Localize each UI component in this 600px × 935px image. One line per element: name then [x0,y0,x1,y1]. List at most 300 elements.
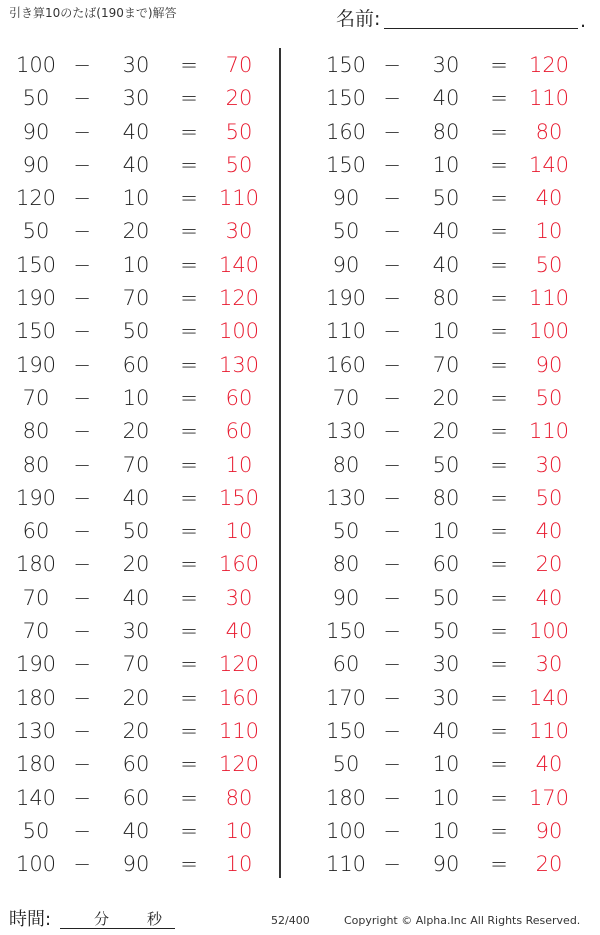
minus-sign: − [73,53,91,77]
answer: 30 [225,585,253,610]
name-field [336,4,586,30]
minuend: 150 [325,152,367,177]
problem-row [0,116,276,149]
problem-row [0,415,276,448]
minutes-label: 分 [94,910,110,928]
answer: 120 [218,652,260,677]
subtrahend: 40 [122,119,150,144]
answer: 50 [225,152,253,177]
answer: 40 [535,752,563,777]
answer: 80 [225,785,253,810]
subtrahend: 60 [432,552,460,577]
equals-sign: = [490,219,508,244]
answer: 160 [218,685,260,710]
problem-row [310,482,600,515]
minuend: 190 [325,286,367,311]
problem-row [310,149,600,182]
subtrahend: 30 [122,619,150,644]
equals-sign: = [180,352,198,377]
answer: 20 [535,552,563,577]
subtrahend: 70 [122,286,150,311]
answer: 10 [225,852,253,877]
problem-row [0,182,276,215]
problem-row [0,782,276,815]
equals-sign: = [180,119,198,144]
equals-sign: = [180,585,198,610]
problem-row [0,548,276,581]
minuend: 50 [332,752,360,777]
minuend: 70 [332,385,360,410]
subtrahend: 30 [432,652,460,677]
subtrahend: 10 [122,252,150,277]
minuend: 190 [15,352,57,377]
subtrahend: 50 [432,585,460,610]
problem-row [0,482,276,515]
minus-sign: − [73,785,91,810]
subtrahend: 90 [122,852,150,877]
time-label: 時間: [9,909,52,930]
subtrahend: 30 [432,685,460,710]
minuend: 160 [325,119,367,144]
minus-sign: − [73,752,91,777]
minuend: 70 [22,619,50,644]
subtrahend: 80 [432,119,460,144]
minus-sign: − [383,852,401,877]
subtrahend: 40 [122,485,150,510]
subtrahend: 30 [432,53,460,77]
minus-sign: − [73,452,91,477]
minus-sign: − [383,86,401,111]
minuend: 180 [15,685,57,710]
minuend: 90 [332,252,360,277]
equals-sign: = [180,519,198,544]
answer: 60 [225,419,253,444]
minuend: 130 [325,419,367,444]
subtrahend: 60 [122,785,150,810]
problem-row [0,582,276,615]
answer: 100 [528,619,570,644]
answer: 120 [218,286,260,311]
problem-row [0,82,276,115]
minus-sign: − [73,352,91,377]
problem-row [0,682,276,715]
answer: 100 [528,319,570,344]
answer: 140 [528,685,570,710]
minus-sign: − [383,352,401,377]
subtrahend: 40 [432,718,460,743]
minus-sign: − [383,485,401,510]
subtrahend: 20 [122,419,150,444]
answer: 140 [528,152,570,177]
minus-sign: − [73,219,91,244]
subtrahend: 80 [432,286,460,311]
minuend: 100 [15,852,57,877]
answer: 20 [535,852,563,877]
subtrahend: 10 [122,385,150,410]
answer: 90 [535,818,563,843]
equals-sign: = [180,552,198,577]
minus-sign: − [383,53,401,77]
equals-sign: = [490,818,508,843]
minuend: 60 [22,519,50,544]
equals-sign: = [490,585,508,610]
answer: 10 [225,452,253,477]
equals-sign: = [180,785,198,810]
equals-sign: = [180,652,198,677]
equals-sign: = [490,319,508,344]
problem-row [0,149,276,182]
minus-sign: − [73,652,91,677]
subtrahend: 80 [432,485,460,510]
minus-sign: − [383,818,401,843]
minuend: 110 [325,852,367,877]
equals-sign: = [490,385,508,410]
subtrahend: 20 [432,419,460,444]
equals-sign: = [490,785,508,810]
problem-row [310,315,600,348]
subtrahend: 50 [432,186,460,211]
equals-sign: = [490,119,508,144]
equals-sign: = [180,685,198,710]
problem-row [310,415,600,448]
subtrahend: 50 [122,319,150,344]
problem-row [0,382,276,415]
minuend: 180 [325,785,367,810]
answer: 40 [535,519,563,544]
subtrahend: 10 [432,752,460,777]
subtrahend: 20 [122,552,150,577]
equals-sign: = [490,552,508,577]
equals-sign: = [490,53,508,77]
minuend: 60 [332,652,360,677]
subtrahend: 20 [122,718,150,743]
answer: 100 [218,319,260,344]
problem-row [310,648,600,681]
problem-row [0,49,276,82]
subtrahend: 10 [122,186,150,211]
minus-sign: − [73,685,91,710]
problem-row [0,648,276,681]
answer: 140 [218,252,260,277]
minus-sign: − [73,852,91,877]
minus-sign: − [383,652,401,677]
equals-sign: = [490,352,508,377]
equals-sign: = [180,619,198,644]
problem-row [0,615,276,648]
minus-sign: − [73,119,91,144]
minuend: 150 [325,53,367,77]
minuend: 160 [325,352,367,377]
answer: 30 [535,452,563,477]
problem-row [0,815,276,848]
minus-sign: − [73,385,91,410]
equals-sign: = [180,319,198,344]
problem-row [310,515,600,548]
equals-sign: = [490,419,508,444]
minuend: 170 [325,685,367,710]
answer: 10 [535,219,563,244]
minus-sign: − [383,319,401,344]
equals-sign: = [490,186,508,211]
minus-sign: − [383,152,401,177]
answer: 110 [528,718,570,743]
answer: 160 [218,552,260,577]
answer: 10 [225,519,253,544]
equals-sign: = [490,852,508,877]
minus-sign: − [383,252,401,277]
minus-sign: − [383,186,401,211]
minuend: 90 [332,186,360,211]
answer: 70 [225,53,253,77]
subtrahend: 60 [122,352,150,377]
equals-sign: = [180,718,198,743]
minuend: 100 [325,818,367,843]
minuend: 50 [22,219,50,244]
problem-row [310,815,600,848]
minuend: 190 [15,652,57,677]
minuend: 120 [15,186,57,211]
problem-row [310,582,600,615]
equals-sign: = [490,718,508,743]
name-underline [384,28,578,29]
minus-sign: − [73,519,91,544]
minus-sign: − [383,286,401,311]
problem-row [0,249,276,282]
minus-sign: − [73,86,91,111]
minuend: 130 [325,485,367,510]
subtrahend: 40 [432,86,460,111]
minus-sign: − [73,619,91,644]
minuend: 150 [325,718,367,743]
minuend: 190 [15,485,57,510]
minus-sign: − [383,419,401,444]
answer: 10 [225,818,253,843]
answer: 90 [535,352,563,377]
minuend: 130 [15,718,57,743]
problem-row [310,249,600,282]
equals-sign: = [180,485,198,510]
minuend: 50 [332,219,360,244]
minuend: 90 [22,119,50,144]
equals-sign: = [180,385,198,410]
equals-sign: = [490,452,508,477]
answer: 50 [535,385,563,410]
minus-sign: − [383,219,401,244]
answer: 120 [528,53,570,77]
subtrahend: 40 [122,152,150,177]
problem-row [310,215,600,248]
problem-row [310,548,600,581]
answer: 110 [528,419,570,444]
minus-sign: − [383,752,401,777]
problem-column-right [310,49,600,881]
minuend: 100 [15,53,57,77]
answer: 40 [535,186,563,211]
answer: 110 [218,186,260,211]
problem-column-left [0,49,276,881]
minuend: 70 [22,385,50,410]
minuend: 180 [15,752,57,777]
answer: 30 [535,652,563,677]
equals-sign: = [180,152,198,177]
minus-sign: − [383,452,401,477]
problem-row [310,49,600,82]
problem-row [310,615,600,648]
minus-sign: − [73,286,91,311]
minuend: 50 [22,818,50,843]
equals-sign: = [180,818,198,843]
subtrahend: 40 [432,219,460,244]
minuend: 80 [332,452,360,477]
subtrahend: 10 [432,519,460,544]
equals-sign: = [180,419,198,444]
equals-sign: = [490,252,508,277]
minus-sign: − [383,519,401,544]
equals-sign: = [180,452,198,477]
subtrahend: 10 [432,319,460,344]
equals-sign: = [490,86,508,111]
subtrahend: 60 [122,752,150,777]
problem-row [310,748,600,781]
worksheet-title: 引き算10のたば(190まで)解答 [9,6,177,20]
problem-row [310,349,600,382]
equals-sign: = [490,752,508,777]
subtrahend: 40 [432,252,460,277]
answer: 60 [225,385,253,410]
subtrahend: 10 [432,818,460,843]
subtrahend: 70 [122,452,150,477]
minuend: 80 [22,419,50,444]
name-end-mark: . [579,10,586,32]
equals-sign: = [180,53,198,77]
problem-row [0,748,276,781]
answer: 130 [218,352,260,377]
equals-sign: = [490,485,508,510]
subtrahend: 10 [432,785,460,810]
minus-sign: − [383,685,401,710]
answer: 170 [528,785,570,810]
subtrahend: 30 [122,53,150,77]
minus-sign: − [383,718,401,743]
subtrahend: 40 [122,818,150,843]
minus-sign: − [383,119,401,144]
minuend: 90 [332,585,360,610]
equals-sign: = [490,619,508,644]
minuend: 80 [332,552,360,577]
minus-sign: − [73,419,91,444]
equals-sign: = [490,652,508,677]
minus-sign: − [73,319,91,344]
subtrahend: 50 [432,619,460,644]
minuend: 140 [15,785,57,810]
problem-row [0,349,276,382]
subtrahend: 20 [432,385,460,410]
minus-sign: − [73,485,91,510]
answer: 40 [225,619,253,644]
minuend: 150 [15,252,57,277]
minus-sign: − [383,785,401,810]
minus-sign: − [383,385,401,410]
minuend: 150 [15,319,57,344]
answer: 50 [535,485,563,510]
copyright-notice: Copyright © Alpha.Inc All Rights Reserved. [344,914,581,927]
column-divider [279,48,281,878]
minuend: 80 [22,452,50,477]
minuend: 180 [15,552,57,577]
subtrahend: 50 [432,452,460,477]
subtrahend: 40 [122,585,150,610]
problem-row [310,82,600,115]
answer: 150 [218,485,260,510]
equals-sign: = [180,219,198,244]
answer: 40 [535,585,563,610]
minuend: 150 [325,86,367,111]
minuend: 50 [22,86,50,111]
seconds-label: 秒 [147,910,163,928]
problem-row [310,782,600,815]
subtrahend: 20 [122,219,150,244]
minuend: 190 [15,286,57,311]
equals-sign: = [180,752,198,777]
subtrahend: 90 [432,852,460,877]
problem-row [310,449,600,482]
subtrahend: 70 [122,652,150,677]
minus-sign: − [383,585,401,610]
equals-sign: = [490,685,508,710]
answer: 80 [535,119,563,144]
problem-row [0,282,276,315]
minuend: 90 [22,152,50,177]
name-label: 名前: [336,8,381,30]
problem-row [310,282,600,315]
minuend: 70 [22,585,50,610]
equals-sign: = [180,186,198,211]
subtrahend: 20 [122,685,150,710]
problem-row [310,715,600,748]
problem-row [0,449,276,482]
subtrahend: 50 [122,519,150,544]
minus-sign: − [383,552,401,577]
problem-row [0,315,276,348]
answer: 20 [225,86,253,111]
minus-sign: − [73,152,91,177]
problem-row [0,715,276,748]
minuend: 150 [325,619,367,644]
minus-sign: − [73,718,91,743]
minus-sign: − [73,552,91,577]
equals-sign: = [180,86,198,111]
answer: 110 [528,86,570,111]
minus-sign: − [73,252,91,277]
equals-sign: = [490,519,508,544]
problem-row [310,848,600,881]
minuend: 110 [325,319,367,344]
equals-sign: = [490,152,508,177]
problem-row [0,215,276,248]
subtrahend: 10 [432,152,460,177]
answer: 30 [225,219,253,244]
subtrahend: 70 [432,352,460,377]
minus-sign: − [73,585,91,610]
minus-sign: − [73,186,91,211]
minus-sign: − [383,619,401,644]
answer: 110 [218,718,260,743]
equals-sign: = [180,286,198,311]
problem-row [310,182,600,215]
answer: 50 [535,252,563,277]
problem-row [310,382,600,415]
answer: 110 [528,286,570,311]
